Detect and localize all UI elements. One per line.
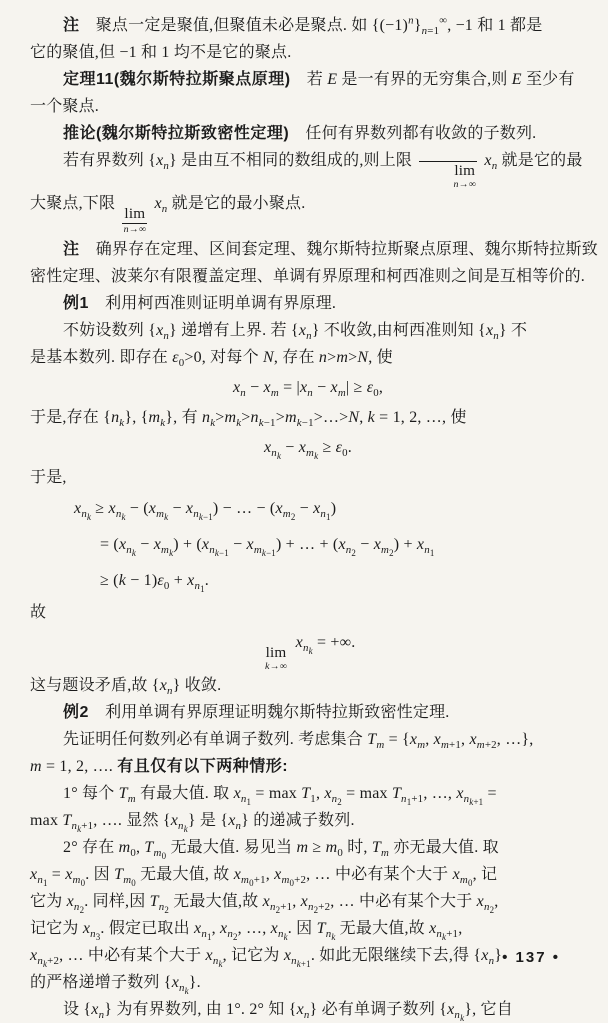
case-2-line-4: 记它为 $x_{n_3}$. 假定已取出 $x_{n_1}$, $x_{n_2}$, …, $x_{n_k}$. 因 $T_{n_k}$ 无最大值,故 $x_{n_k+1}$, [30, 920, 463, 943]
gu-lead-line: 故 [30, 603, 47, 621]
case-2-line-5: $x_{n_k+2}$, … 中必有某个大于 $x_{n_k}$, 记它为 $x_{n_{k+1}}$. 如此无限继续下去,得 $\{x_n\}$ [30, 947, 503, 970]
example-2-proof-line-2: m = 1, 2, …. 有且仅有以下两种情形: [30, 758, 289, 776]
display-limit-infinity: lim k→∞ $x_{n_k}$ = +∞. [265, 633, 356, 672]
case-2-line-3: 它为 $x_{n_2}$. 同样,因 $T_{n_2}$ 无最大值,故 $x_{n_2+1}$, $x_{n_2+2}$, … 中必有某个大于 $x_{n_2}$, [30, 893, 499, 916]
contradiction-conclusion-line: 这与题设矛盾,故 $\{x_n\}$ 收敛. [30, 677, 222, 698]
bounded-seq-para-line-1: 若有界数列 $\{x_n\}$ 是由互不相同的数组成的,则上限 lim n→∞ $x_n$ 就是它的最 [63, 152, 583, 190]
display-formula-subsequence: $x_{n_k} - x_{m_k} \ge \varepsilon_0$. [263, 438, 352, 462]
bounded-seq-para-line-2: 大聚点,下限 lim n→∞ $x_n$ 就是它的最小聚点. [30, 195, 306, 236]
remark-2-line-1: 注 确界存在定理、区间套定理、魏尔斯特拉斯聚点原理、魏尔斯特拉斯致 [63, 240, 598, 258]
increasing-subseq-conclusion-line: 的严格递增子数列 $\{x_{n_k}\}$. [30, 974, 201, 997]
example-1-proof-line-1: 不妨设数列 $\{x_n\}$ 递增有上界. 若 $\{x_n\}$ 不收敛,由柯西准则知 $\{x_n\}$ 不 [63, 321, 528, 342]
remark-1-line-1: 注 聚点一定是聚值,但聚值未必是聚点. 如 $\{(-1)^n\}_{n=1}^\infty$, −1 和 1 都是 [63, 14, 543, 38]
display-telescoping-line-1: $x_{n_k} \ge x_{n_k} - (x_{m_k} - x_{n_{k-1}})$ − … − $(x_{m_2} - x_{n_1})$ [74, 499, 337, 523]
case-2-line-1: 2° 存在 $m_0$, $T_{m_0}$ 无最大值. 易见当 $m \ge m_0$ 时, $T_m$ 亦无最大值. 取 [63, 839, 499, 862]
yushi-lead-line: 于是, [30, 468, 67, 486]
display-formula-cauchy: $x_n - x_m = |x_n - x_m| \ge \varepsilon_0$, [232, 378, 384, 399]
remark-1-line-2: 它的聚值,但 −1 和 1 均不是它的聚点. [30, 44, 292, 61]
example-2-proof-line-1: 先证明任何数列必有单调子数列. 考虑集合 $T_m = \{x_m$, $x_{m+1}$, $x_{m+2}$, …}, [63, 731, 534, 752]
case-2-line-2: $x_{n_1} = x_{m_0}$. 因 $T_{m_0}$ 无最大值, 故 $x_{m_0+1}$, $x_{m_0+2}$, … 中必有某个大于 $x_{m_0}$, 记 [30, 866, 498, 889]
final-paragraph-line: 设 $\{x_n\}$ 为有界数列, 由 1°. 2° 知 $\{x_n\}$ 必有单调子数列 $\{x_{n_k}\}$, 它自 [63, 1001, 513, 1023]
remark-2-line-2: 密性定理、波莱尔有限覆盖定理、单调有界原理和柯西准则之间是互相等价的. [30, 267, 586, 285]
page-number: • 137 • [502, 949, 560, 966]
corollary-line: 推论(魏尔斯特拉斯致密性定理) 任何有界数列都有收敛的子数列. [63, 125, 537, 142]
example-1-heading: 例1 利用柯西准则证明单调有界原理. [63, 294, 337, 312]
display-telescoping-line-3: ≥ $(k - 1)\varepsilon_0 + x_{n_1}$. [100, 571, 209, 595]
case-1-line-2: $\max T_{n_k+1}$, …. 显然 $\{x_{n_k}\}$ 是 $\{x_n\}$ 的递减子数列. [30, 812, 355, 835]
example-1-proof-line-2: 是基本数列. 即存在 $\varepsilon_0>0$, 对每个 N, 存在 n>m>N, 使 [30, 348, 393, 369]
theorem-11-line-2: 一个聚点. [30, 98, 100, 115]
display-telescoping-line-2: = $(x_{n_k} - x_{m_k}) + (x_{n_{k-1}} - x_{m_{k-1}})$ + … + $(x_{n_2} - x_{m_2}) + x_{n_1}$ [100, 535, 435, 559]
theorem-11-line-1: 定理11(魏尔斯特拉斯聚点原理) 若 E 是一有界的无穷集合,则 E 至少有 [63, 71, 575, 88]
case-1-line-1: 1° 每个 $T_m$ 有最大值. 取 $x_{n_1} = \max T_1$, $x_{n_2} = \max T_{n_1+1}$, …, $x_{n_{k+1}}$ = [63, 785, 497, 808]
example-1-proof-line-3: 于是,存在 $\{n_k\}$, $\{m_k\}$, 有 $n_k>m_k>n_{k-1}>m_{k-1}>\dots>N$, k = 1, 2, …, 使 [30, 408, 467, 429]
example-2-heading: 例2 利用单调有界原理证明魏尔斯特拉斯致密性定理. [63, 704, 450, 722]
